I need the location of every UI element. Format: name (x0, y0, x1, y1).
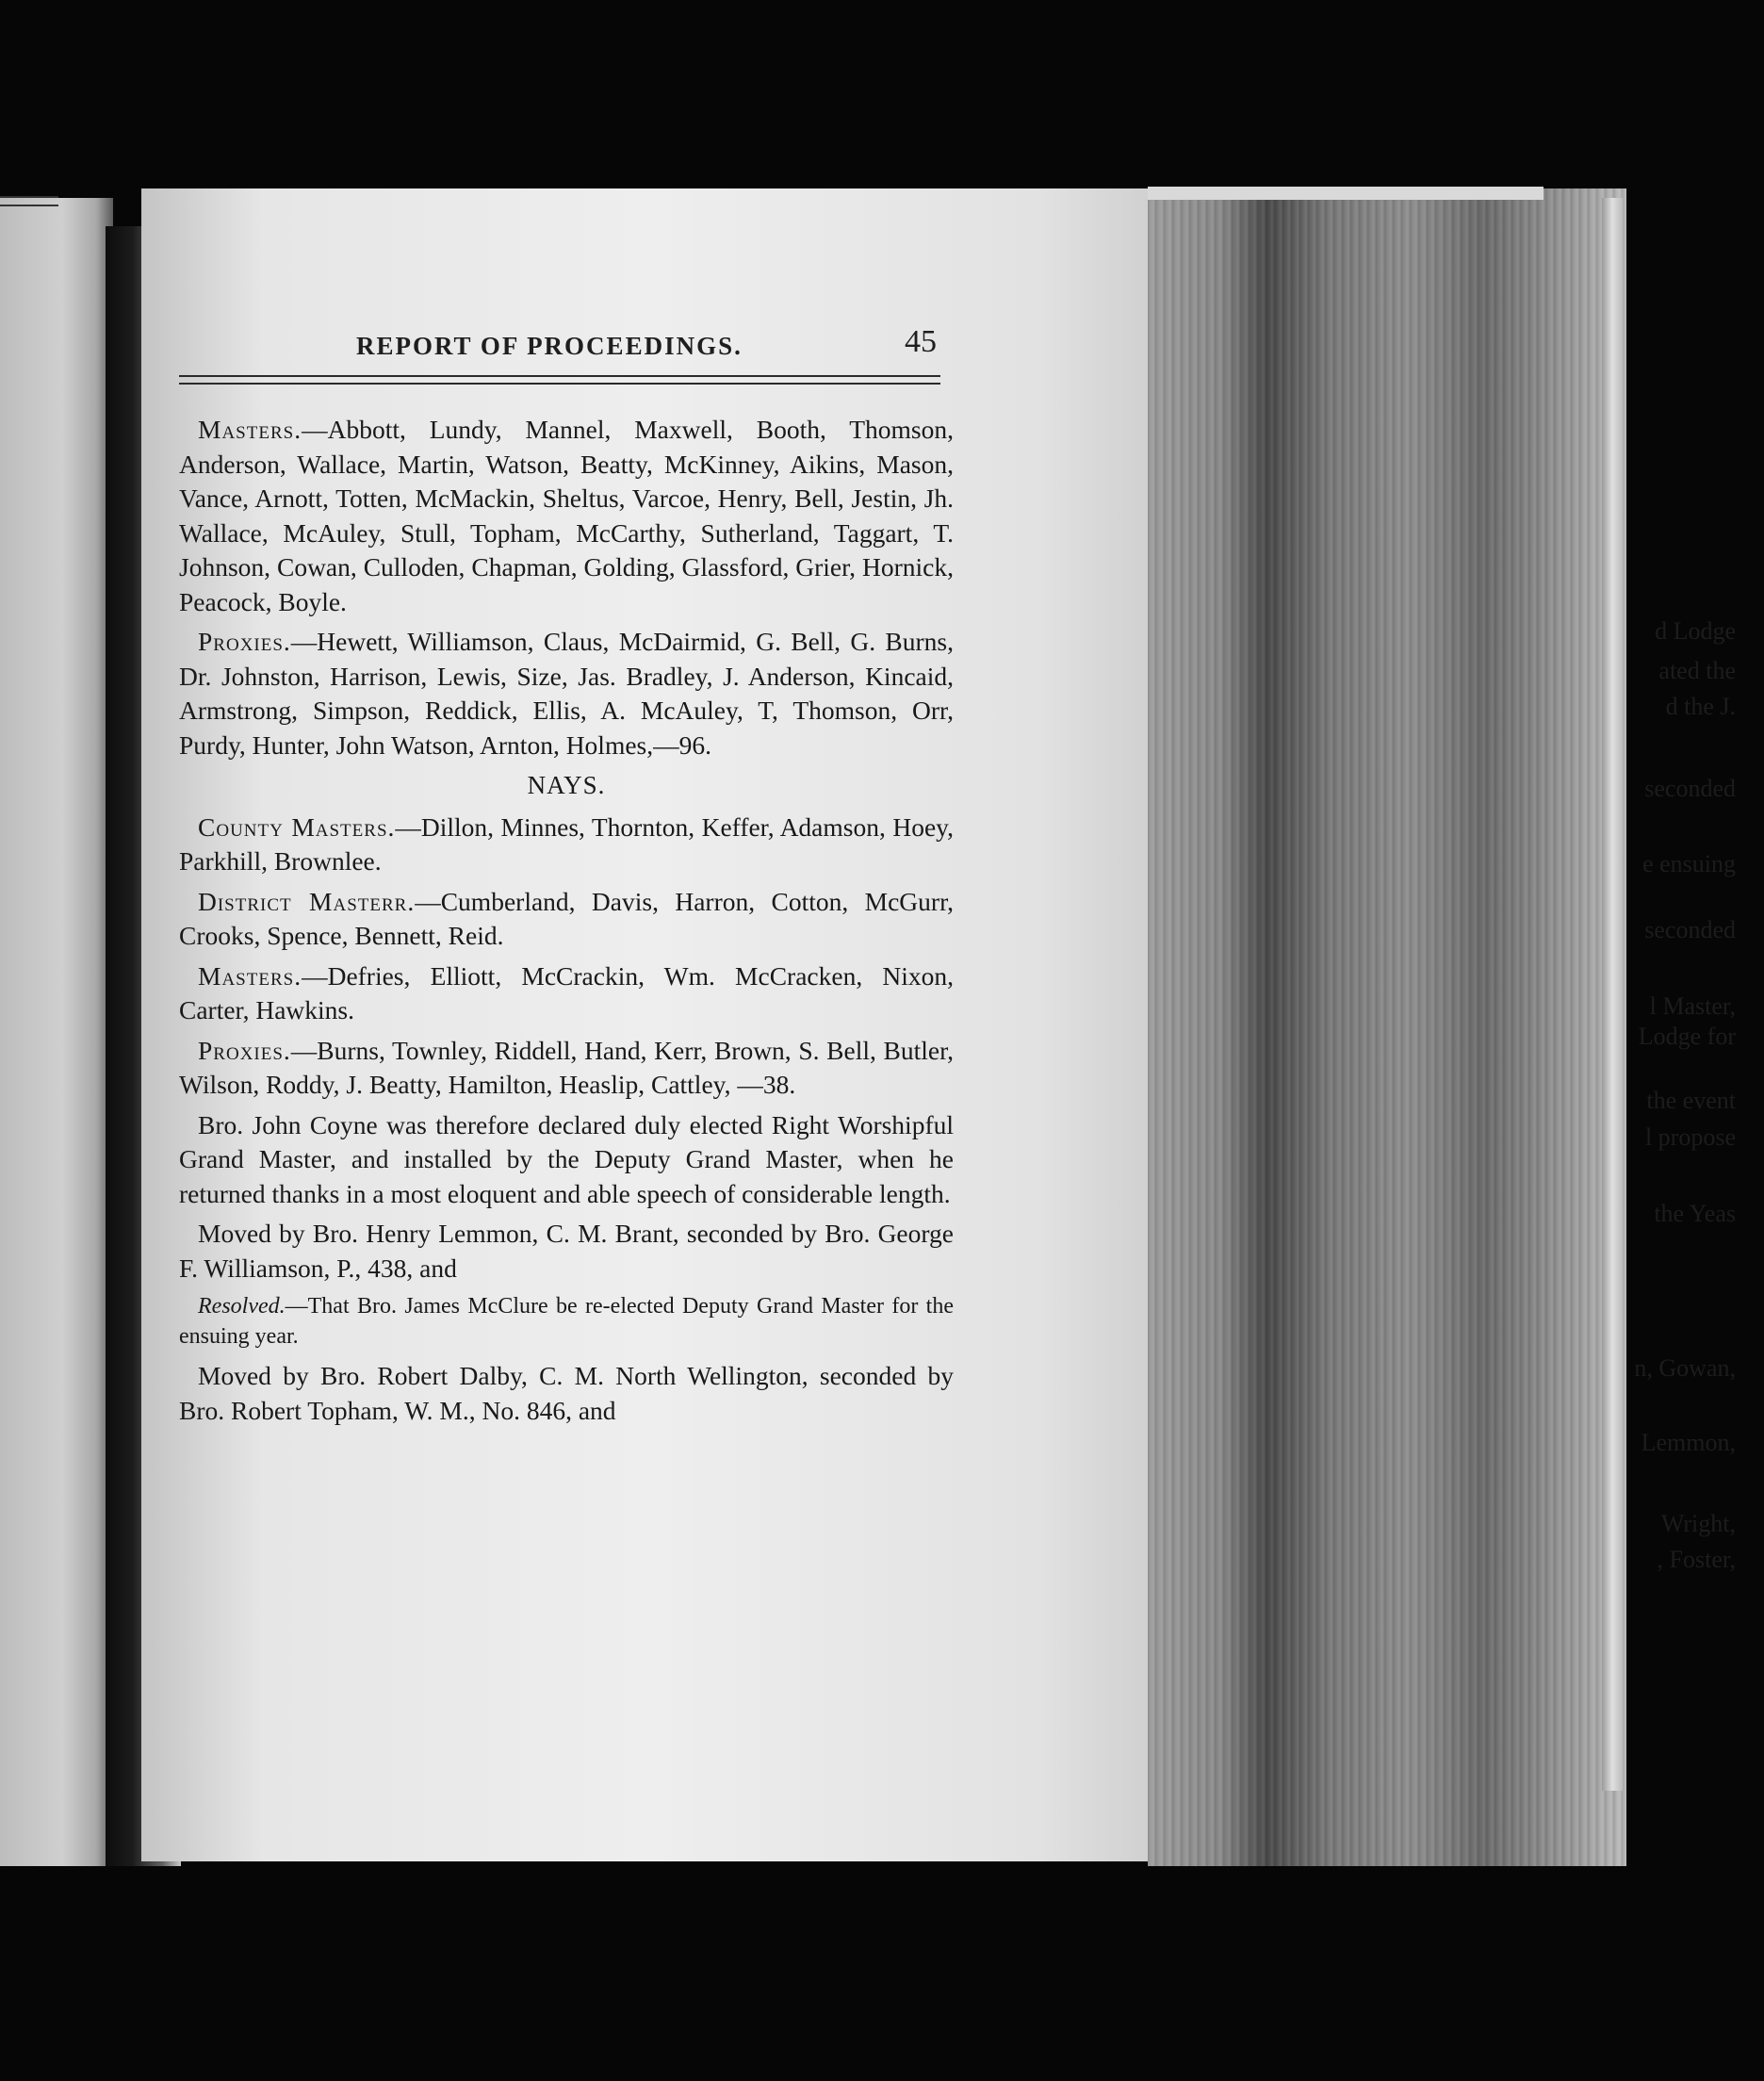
running-title: REPORT OF PROCEEDINGS. (356, 332, 743, 360)
book-outer-edge (1602, 198, 1623, 1791)
left-fragment-line: l propose (1644, 1123, 1736, 1151)
nays-proxies-text: —Burns, Townley, Riddell, Hand, Kerr, Brown, S. Bell, Butler, Wilson, Roddy, J. Beatty, Hamilton, Heaslip, Cattley, —38. (179, 1035, 954, 1099)
nays-county-masters (179, 811, 954, 879)
left-fragment-line: l Master, (1649, 992, 1736, 1020)
resolution-paragraph (179, 1291, 954, 1352)
nays-county-label: County Masters. (198, 811, 396, 842)
previous-page-fragment (0, 198, 113, 1866)
left-fragment-line: d Lodge (1655, 617, 1736, 645)
yeas-proxies-label: Proxies. (198, 627, 291, 656)
nays-heading: NAYS. (527, 771, 606, 799)
book-page-edges (1148, 188, 1626, 1866)
left-fragment-line: Lodge for (1638, 1023, 1736, 1050)
election-paragraph: Bro. John Coyne was therefore declared duly elected Right Worshipful Grand Master, and installed by the Deputy Grand Master, when he returned thanks in a most eloquent and able speech of considerable length. (179, 1109, 954, 1208)
yeas-masters-text: —Abbott, Lundy, Mannel, Maxwell, Booth, Thomson, Anderson, Wallace, Martin, Watson, Beatty, McKinney, Aikins, Mason, Vance, Arnott, Totten, McMackin, Sheltus, Varcoe, Henry, Bell, Jestin, Jh. Wallace, McAuley, Stull, Topham, McCarthy, Sutherland, Taggart, T. Johnson, Cowan, Culloden, Chapman, Golding, Glassford, Grier, Hornick, Peacock, Boyle. (179, 415, 954, 616)
left-fragment-line: Lemmon, (1641, 1429, 1736, 1456)
left-fragment-line: seconded (1644, 775, 1736, 802)
left-fragment-line: d the J. (1665, 693, 1736, 720)
motion-paragraph-1: Moved by Bro. Henry Lemmon, C. M. Brant, seconded by Bro. George F. Williamson, P., 438, and (179, 1219, 954, 1283)
left-fragment-line: the Yeas (1654, 1200, 1736, 1227)
header-rule (179, 375, 940, 385)
left-fragment-line: e ensuing (1642, 850, 1736, 877)
left-fragment-line: the event (1646, 1087, 1736, 1114)
nays-masters-text: —Defries, Elliott, McCrackin, Wm. McCracken, Nixon, Carter, Hawkins. (179, 960, 954, 1024)
nays-county-text: —Dillon, Minnes, Thornton, Keffer, Adamson, Hoey, Parkhill, Brownlee. (179, 811, 954, 876)
resolved-label: Resolved. (198, 1294, 286, 1319)
nays-proxies (179, 1034, 954, 1103)
previous-page-rule (0, 196, 58, 206)
nays-masters (179, 959, 954, 1028)
left-fragment-line: seconded (1644, 916, 1736, 943)
resolved-text: —That Bro. James McClure be re-elected Deputy Grand Master for the ensuing year. (179, 1294, 954, 1349)
yeas-proxies-text: —Hewett, Williamson, Claus, McDairmid, G. Bell, G. Burns, Dr. Johnston, Harrison, Lewis, Size, Jas. Bradley, J. Anderson, Kincaid, Armstrong, Simpson, Reddick, Ellis, A. McAuley, T, Thomson, Orr, Purdy, Hunter, John Watson, Arnton, Holmes,—96. (179, 627, 954, 760)
book-top-edge (1148, 187, 1544, 200)
left-fragment-line: , Foster, (1657, 1546, 1736, 1573)
left-fragment-line: n, Gowan, (1634, 1354, 1736, 1382)
left-fragment-line: ated the (1658, 657, 1736, 684)
page-body (179, 413, 954, 1434)
nays-district-text: —Cumberland, Davis, Harron, Cotton, McGurr, Crooks, Spence, Bennett, Reid. (179, 886, 955, 950)
yeas-proxies (179, 625, 954, 762)
yeas-masters (179, 413, 954, 619)
nays-district-masters (179, 885, 954, 954)
motion-paragraph-2: Moved by Bro. Robert Dalby, C. M. North Wellington, seconded by Bro. Robert Topham, W. M., No. 846, and (179, 1361, 954, 1425)
nays-masters-label: Masters. (198, 960, 302, 991)
nays-proxies-label: Proxies. (198, 1035, 291, 1065)
left-fragment-line: Wright, (1660, 1510, 1736, 1537)
page-number: 45 (905, 324, 937, 359)
nays-district-label: District Masterr. (198, 886, 416, 916)
yeas-masters-label: Masters. (198, 415, 302, 444)
